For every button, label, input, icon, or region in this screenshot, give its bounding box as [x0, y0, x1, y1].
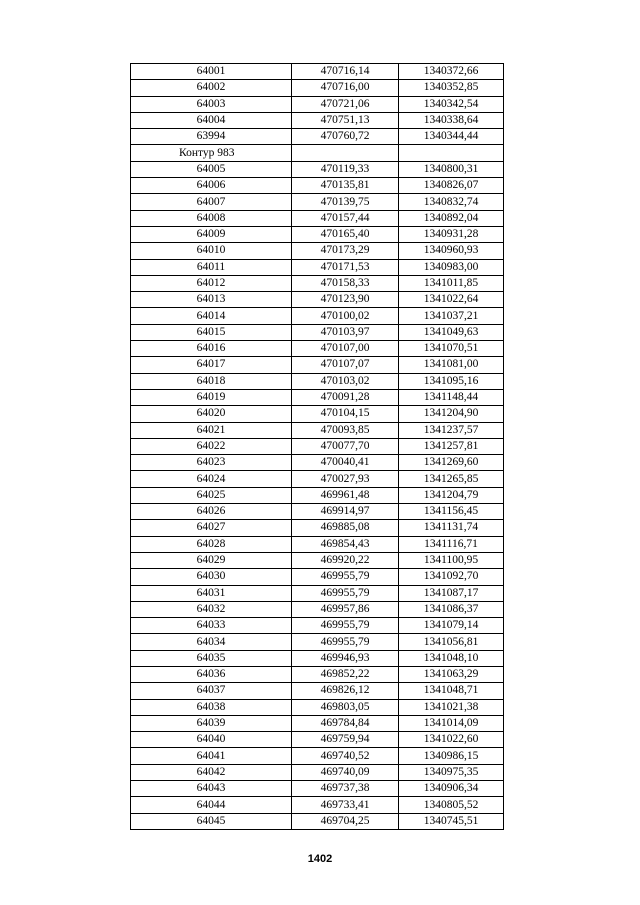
point-number-cell: 64034 [131, 634, 292, 650]
point-number-cell: 64017 [131, 357, 292, 373]
y-coordinate-cell: 1341079,14 [399, 618, 504, 634]
x-coordinate-cell: 469957,86 [292, 601, 399, 617]
x-coordinate-cell: 469955,79 [292, 585, 399, 601]
point-number-cell: 64019 [131, 389, 292, 405]
y-coordinate-cell: 1341257,81 [399, 438, 504, 454]
y-coordinate-cell: 1340931,28 [399, 226, 504, 242]
point-number-cell: 64006 [131, 178, 292, 194]
x-coordinate-cell: 470107,07 [292, 357, 399, 373]
y-coordinate-cell: 1340745,51 [399, 813, 504, 829]
y-coordinate-cell: 1340826,07 [399, 178, 504, 194]
point-number-cell: 64037 [131, 683, 292, 699]
y-coordinate-cell: 1341131,74 [399, 520, 504, 536]
y-coordinate-cell: 1340352,85 [399, 80, 504, 96]
table-row [131, 259, 504, 275]
y-coordinate-cell: 1341237,57 [399, 422, 504, 438]
table-row [131, 536, 504, 552]
x-coordinate-cell: 470077,70 [292, 438, 399, 454]
x-coordinate-cell: 470135,81 [292, 178, 399, 194]
y-coordinate-cell [399, 145, 504, 161]
x-coordinate-cell: 469740,09 [292, 764, 399, 780]
table-row [131, 601, 504, 617]
y-coordinate-cell: 1340983,00 [399, 259, 504, 275]
point-number-cell: 64004 [131, 112, 292, 128]
y-coordinate-cell: 1340892,04 [399, 210, 504, 226]
x-coordinate-cell: 470158,33 [292, 275, 399, 291]
table-row [131, 226, 504, 242]
point-number-cell: 64024 [131, 471, 292, 487]
table-row [131, 781, 504, 797]
y-coordinate-cell: 1341081,00 [399, 357, 504, 373]
table-row [131, 618, 504, 634]
table-row [131, 112, 504, 128]
y-coordinate-cell: 1341022,64 [399, 292, 504, 308]
x-coordinate-cell: 470100,02 [292, 308, 399, 324]
x-coordinate-cell: 470104,15 [292, 406, 399, 422]
y-coordinate-cell: 1341086,37 [399, 601, 504, 617]
y-coordinate-cell: 1340344,44 [399, 129, 504, 145]
y-coordinate-cell: 1341265,85 [399, 471, 504, 487]
table-row [131, 243, 504, 259]
y-coordinate-cell: 1341048,10 [399, 650, 504, 666]
table-row [131, 715, 504, 731]
x-coordinate-cell: 469955,79 [292, 569, 399, 585]
x-coordinate-cell: 470103,02 [292, 373, 399, 389]
y-coordinate-cell: 1341148,44 [399, 389, 504, 405]
table-row [131, 357, 504, 373]
point-number-cell: 64033 [131, 618, 292, 634]
y-coordinate-cell: 1340338,64 [399, 112, 504, 128]
x-coordinate-cell: 470027,93 [292, 471, 399, 487]
x-coordinate-cell: 470751,13 [292, 112, 399, 128]
table-row [131, 764, 504, 780]
y-coordinate-cell: 1341269,60 [399, 455, 504, 471]
y-coordinate-cell: 1341092,70 [399, 569, 504, 585]
x-coordinate-cell: 470091,28 [292, 389, 399, 405]
x-coordinate-cell: 470093,85 [292, 422, 399, 438]
table-row [131, 194, 504, 210]
y-coordinate-cell: 1341037,21 [399, 308, 504, 324]
x-coordinate-cell: 469803,05 [292, 699, 399, 715]
point-number-cell: 64045 [131, 813, 292, 829]
y-coordinate-cell: 1341022,60 [399, 732, 504, 748]
point-number-cell: 64003 [131, 96, 292, 112]
y-coordinate-cell: 1341014,09 [399, 715, 504, 731]
x-coordinate-cell: 470716,14 [292, 64, 399, 80]
table-row [131, 797, 504, 813]
point-number-cell: 64015 [131, 324, 292, 340]
y-coordinate-cell: 1340906,34 [399, 781, 504, 797]
point-number-cell: 64032 [131, 601, 292, 617]
point-number-cell: 64011 [131, 259, 292, 275]
point-number-cell: 64038 [131, 699, 292, 715]
point-number-cell: 64035 [131, 650, 292, 666]
point-number-cell: 64027 [131, 520, 292, 536]
x-coordinate-cell: 470173,29 [292, 243, 399, 259]
x-coordinate-cell: 469955,79 [292, 618, 399, 634]
table-row [131, 341, 504, 357]
table-row [131, 813, 504, 829]
point-number-cell: 64005 [131, 161, 292, 177]
contour-label: Контур 983 [131, 145, 292, 161]
coordinates-table [130, 63, 504, 830]
x-coordinate-cell: 469737,38 [292, 781, 399, 797]
x-coordinate-cell: 470171,53 [292, 259, 399, 275]
point-number-cell: 64030 [131, 569, 292, 585]
table-row [131, 666, 504, 682]
table-row [131, 487, 504, 503]
x-coordinate-cell: 469852,22 [292, 666, 399, 682]
y-coordinate-cell: 1340832,74 [399, 194, 504, 210]
page-number: 1402 [307, 853, 333, 865]
table-row [131, 80, 504, 96]
table-row [131, 504, 504, 520]
y-coordinate-cell: 1341116,71 [399, 536, 504, 552]
point-number-cell: 64041 [131, 748, 292, 764]
x-coordinate-cell [292, 145, 399, 161]
point-number-cell: 63994 [131, 129, 292, 145]
y-coordinate-cell: 1341011,85 [399, 275, 504, 291]
table-row [131, 161, 504, 177]
table-row [131, 422, 504, 438]
y-coordinate-cell: 1340342,54 [399, 96, 504, 112]
table-row [131, 471, 504, 487]
x-coordinate-cell: 469733,41 [292, 797, 399, 813]
x-coordinate-cell: 470139,75 [292, 194, 399, 210]
point-number-cell: 64018 [131, 373, 292, 389]
table-row [131, 129, 504, 145]
x-coordinate-cell: 469955,79 [292, 634, 399, 650]
table-row [131, 699, 504, 715]
table-row [131, 145, 504, 161]
point-number-cell: 64040 [131, 732, 292, 748]
x-coordinate-cell: 469946,93 [292, 650, 399, 666]
point-number-cell: 64013 [131, 292, 292, 308]
x-coordinate-cell: 470157,44 [292, 210, 399, 226]
table-row [131, 520, 504, 536]
x-coordinate-cell: 469740,52 [292, 748, 399, 764]
x-coordinate-cell: 470123,90 [292, 292, 399, 308]
y-coordinate-cell: 1340960,93 [399, 243, 504, 259]
point-number-cell: 64009 [131, 226, 292, 242]
table-row [131, 96, 504, 112]
y-coordinate-cell: 1341100,95 [399, 552, 504, 568]
point-number-cell: 64010 [131, 243, 292, 259]
table-row [131, 748, 504, 764]
y-coordinate-cell: 1341049,63 [399, 324, 504, 340]
point-number-cell: 64008 [131, 210, 292, 226]
point-number-cell: 64028 [131, 536, 292, 552]
table-row [131, 406, 504, 422]
y-coordinate-cell: 1341063,29 [399, 666, 504, 682]
x-coordinate-cell: 470721,06 [292, 96, 399, 112]
point-number-cell: 64044 [131, 797, 292, 813]
table-row [131, 438, 504, 454]
x-coordinate-cell: 469885,08 [292, 520, 399, 536]
point-number-cell: 64012 [131, 275, 292, 291]
table-row [131, 569, 504, 585]
y-coordinate-cell: 1341070,51 [399, 341, 504, 357]
x-coordinate-cell: 469914,97 [292, 504, 399, 520]
x-coordinate-cell: 470103,97 [292, 324, 399, 340]
x-coordinate-cell: 470716,00 [292, 80, 399, 96]
y-coordinate-cell: 1341156,45 [399, 504, 504, 520]
y-coordinate-cell: 1341048,71 [399, 683, 504, 699]
table-row [131, 324, 504, 340]
x-coordinate-cell: 469704,25 [292, 813, 399, 829]
coordinates-table-body [131, 64, 504, 830]
table-row [131, 732, 504, 748]
point-number-cell: 64025 [131, 487, 292, 503]
point-number-cell: 64002 [131, 80, 292, 96]
point-number-cell: 64031 [131, 585, 292, 601]
point-number-cell: 64014 [131, 308, 292, 324]
table-row [131, 292, 504, 308]
x-coordinate-cell: 470040,41 [292, 455, 399, 471]
x-coordinate-cell: 470760,72 [292, 129, 399, 145]
table-row [131, 683, 504, 699]
x-coordinate-cell: 469920,22 [292, 552, 399, 568]
point-number-cell: 64036 [131, 666, 292, 682]
table-row [131, 634, 504, 650]
y-coordinate-cell: 1341021,38 [399, 699, 504, 715]
x-coordinate-cell: 469961,48 [292, 487, 399, 503]
x-coordinate-cell: 469759,94 [292, 732, 399, 748]
point-number-cell: 64039 [131, 715, 292, 731]
point-number-cell: 64007 [131, 194, 292, 210]
y-coordinate-cell: 1340975,35 [399, 764, 504, 780]
point-number-cell: 64026 [131, 504, 292, 520]
table-row [131, 455, 504, 471]
x-coordinate-cell: 469854,43 [292, 536, 399, 552]
x-coordinate-cell: 469826,12 [292, 683, 399, 699]
point-number-cell: 64043 [131, 781, 292, 797]
y-coordinate-cell: 1341204,90 [399, 406, 504, 422]
table-row [131, 210, 504, 226]
x-coordinate-cell: 469784,84 [292, 715, 399, 731]
point-number-cell: 64029 [131, 552, 292, 568]
table-row [131, 275, 504, 291]
y-coordinate-cell: 1341204,79 [399, 487, 504, 503]
y-coordinate-cell: 1340986,15 [399, 748, 504, 764]
point-number-cell: 64020 [131, 406, 292, 422]
y-coordinate-cell: 1340805,52 [399, 797, 504, 813]
y-coordinate-cell: 1341056,81 [399, 634, 504, 650]
y-coordinate-cell: 1340372,66 [399, 64, 504, 80]
point-number-cell: 64042 [131, 764, 292, 780]
x-coordinate-cell: 470165,40 [292, 226, 399, 242]
table-row [131, 64, 504, 80]
table-row [131, 552, 504, 568]
point-number-cell: 64001 [131, 64, 292, 80]
table-row [131, 389, 504, 405]
x-coordinate-cell: 470107,00 [292, 341, 399, 357]
table-row [131, 373, 504, 389]
table-row [131, 585, 504, 601]
point-number-cell: 64023 [131, 455, 292, 471]
y-coordinate-cell: 1341087,17 [399, 585, 504, 601]
y-coordinate-cell: 1340800,31 [399, 161, 504, 177]
y-coordinate-cell: 1341095,16 [399, 373, 504, 389]
table-row [131, 308, 504, 324]
point-number-cell: 64016 [131, 341, 292, 357]
table-row [131, 178, 504, 194]
point-number-cell: 64022 [131, 438, 292, 454]
table-row [131, 650, 504, 666]
x-coordinate-cell: 470119,33 [292, 161, 399, 177]
point-number-cell: 64021 [131, 422, 292, 438]
